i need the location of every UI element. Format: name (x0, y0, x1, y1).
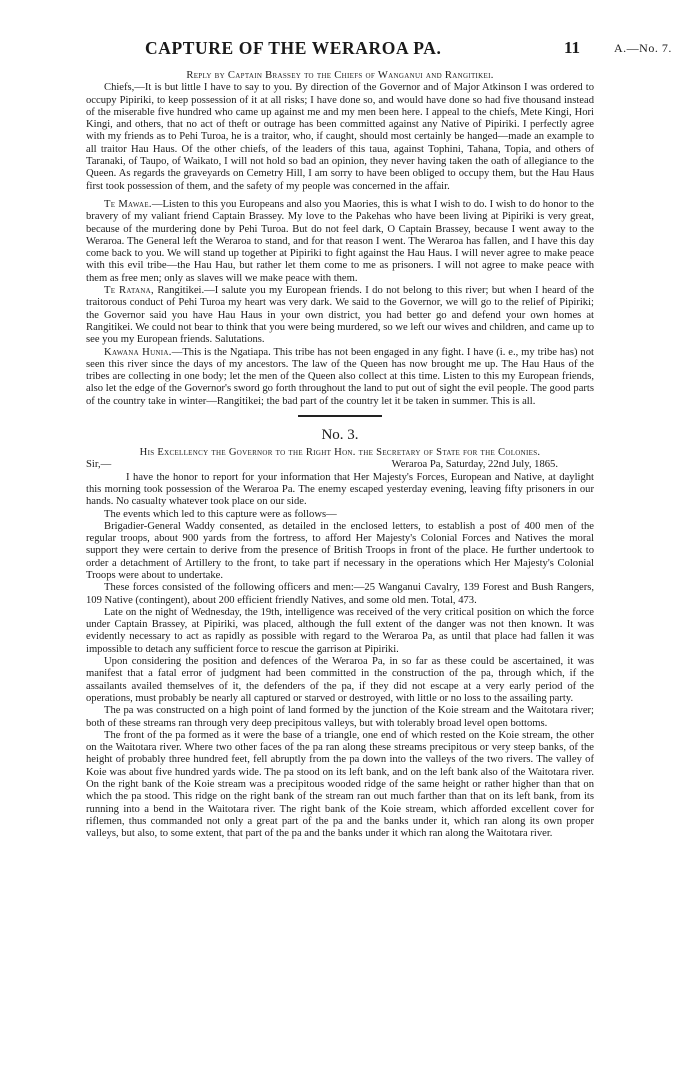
body-paragraph: The front of the pa formed as it were the base of a triangle, one end of which rested on the Koie stream, the other on the Waitotara river. Where two other faces of the pa ran along these streams precipitous or very steep banks, of the height of probably three hundred feet, fell abruptly from the pa down into the valleys of the two rivers. The valley of Koie was about five hundred yards wide. The pa stood on its left bank, and on the left bank also of the Waitotara river. On the right bank of the Koie stream was a precipitous wooded ridge of the same height or rather higher than that on which the pa stood. This ridge on the right bank of the stream ran out much farther than that on its left bank, from its running into a bend in the Waitotara river. The right bank of the Koie stream, which afforded excellent cover for riflemen, thus commanded not only a great part of the pa and the banks under it, which ran along its own proper valleys, but also, to some extent, that part of the pa and the banks under it which ran along the Waitotara river. (86, 729, 594, 840)
body-paragraph: The pa was constructed on a high point of land formed by the junction of the Koie stream and the Waitotara river; both of these streams ran through very deep precipitous valleys, but with tolerably broad level open bottoms. (86, 705, 594, 729)
speech-text: Rangitikei.—I salute you my European friends. I do not belong to this river; but when I heard of the traitorous conduct of Pehi Turoa my heart was very dark. We said to the Governor, we will go to the relief of Pipiriki; the Governor said you have Hau Haus in your own district, you had better go and defend your own homes at Rangitikei. We could not bear to think that you were being murdered, so we left our wives and children, and came up to see you my European friends. Salutations. (86, 285, 594, 346)
speaker-name: Kawana Hunia. (104, 346, 172, 358)
body-paragraph: Late on the night of Wednesday, the 19th, intelligence was received of the very critical position on which the force under Captain Brassey, at Pipiriki, was placed, although the full extent of the danger was not then known. It was evidently necessary to act as rapidly as possible with regard to the Weraroa Pa, as until that place had fallen it was impossible to detach any sufficient force to rescue the garrison at Pipiriki. (86, 606, 594, 655)
speech-text: —This is the Ngatiapa. This tribe has not been engaged in any fight. I have (i. e., my tribe has) not seen this river since the days of my ancestors. The law of the Queen has now brought me up. The Hau Haus of the tribes are collecting in one body; let the men of the Queen also collect at this time. Listen to this my European friends, also let the edge of the Governor's sword go forth throughout the land to put out of sight the evil people. The good parts of the country take in winter—Rangitikei; the bad part of the country let it be taken in summer. This is all. (86, 346, 594, 407)
document-reference: A.—No. 7. (614, 41, 672, 55)
section-number: No. 3. (321, 427, 359, 444)
speech-kawana-hunia (86, 347, 594, 408)
body-paragraph: Brigadier-General Waddy consented, as detailed in the enclosed letters, to establish a post of 400 men of the regular troops, about 900 yards from the fortress, to afford Her Majesty's Colonial Forces and Natives the moral support they were certain to derive from the presence of British Troops in front of the place. He further undertook to order a detachment of Artillery to the front, to take part if necessary in the operations which Her Majesty's Colonial Troops were about to undertake. (86, 520, 594, 581)
page-title: CAPTURE OF THE WERAROA PA. (145, 38, 442, 58)
section-divider (298, 415, 382, 417)
reply-body: Chiefs,—It is but little I have to say to you. By direction of the Governor and of Major Atkinson I was ordered to occupy Pipiriki, to keep possession of it at all risks; I have done so, and would have done so had five thousand instead of the miserable five hundred who came up against me and my men been here. I appeal to the chiefs, Mete Kingi, Hori Kingi, and others, that no act of theft or outrage has been committed against any Native of Pipiriki. I perfectly agree with my friends as to Pehi Turoa, he is a traitor, who, if caught, should most certainly be hanged—made an example to all traitor Hau Haus. Of the other chiefs, of the leaders of this taua, against Tophini, Tahana, Topia, and others of Taranaki, of Taupo, of Waikato, I will not hold so bad an opinion, they never having taken the oath of allegiance to the Queen. As regards the graveyards on Cemetry Hill, I am sorry to have been obliged to occupy them, but the Hau Haus first took possession of them, and the safety of my people was concerned in the affair. (86, 82, 594, 192)
body-paragraph: I have the honor to report for your information that Her Majesty's Forces, European and Native, at daylight this morning took possession of the Weraroa Pa. The enemy escaped yesterday evening, leaving fifty prisoners in our hands. No casualty whatever took place on our side. (86, 471, 594, 508)
letter-opening (86, 459, 594, 471)
speech-te-mawae (86, 199, 594, 285)
speaker-name: Te Mawae. (104, 198, 152, 210)
body-paragraph: These forces consisted of the following officers and men:—25 Wanganui Cavalry, 139 Forest and Bush Rangers, 109 Native (contingent), about 200 efficient friendly Natives, and some old men. Total, 473. (86, 582, 594, 606)
page-header (0, 38, 700, 62)
body-paragraph: Upon considering the position and defences of the Weraroa Pa, in so far as these could be ascertained, it was manifest that a fatal error of judgment had been committed in the construction of the pa, through which, if the assailants availed themselves of it, the defenders of the pa, if they did not escape at a very early period of the operations, must probably be nearly all captured or starved or destroyed, with little or no loss to the assailing party. (86, 656, 594, 704)
dateline: Weraroa Pa, Saturday, 22nd July, 1865. (391, 459, 558, 471)
page-number: 11 (564, 38, 581, 57)
salutation: Sir,— (86, 459, 112, 471)
page-content (86, 70, 594, 841)
section-subtitle: His Excellency the Governor to the Right Hon. the Secretary of State for the Colonies. (139, 447, 541, 459)
speaker-name: Te Ratana, (104, 285, 154, 297)
speech-te-ratana (86, 285, 594, 346)
body-paragraph: The events which led to this capture were as follows— (104, 508, 337, 520)
reply-heading: Reply by Captain Brassey to the Chiefs of Wanganui and Rangitikei. (186, 70, 494, 81)
speech-text: —Listen to this you Europeans and also you Maories, this is what I wish to do. I wish to do honor to the bravery of my valiant friend Captain Brassey. My love to the Pakehas who have been living at Pipiriki is very great, because of the murdering done by Pehi Turoa. But do not feel dark, O Captain Brassey, because I went away to the Weraroa. The General left the Weraroa to stand, and for that reason I went. The Weraroa has fallen, and I have this day come back to you. We will stand up together at Pipiriki to fight against the Hau Haus. I will never agree to make peace with this evil tribe—the Hau Hau, but rather let them come to me as prisoners. I will not agree to make peace with them as free men; only as slaves will we make peace with them. (86, 198, 594, 284)
